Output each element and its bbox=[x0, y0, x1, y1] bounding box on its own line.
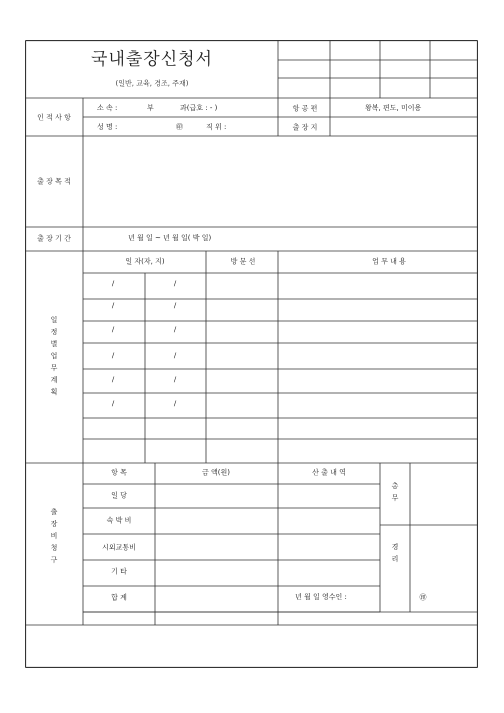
expense-item-etc: 기 타 bbox=[111, 567, 127, 576]
expense-item-lodging: 숙 박 비 bbox=[106, 516, 132, 525]
date-slash: / bbox=[173, 325, 177, 334]
calc-header: 산 출 내 역 bbox=[312, 468, 346, 477]
form-subtitle: (일반, 교육, 경조, 주재) bbox=[115, 79, 189, 88]
task-header: 업 무 내 용 bbox=[372, 257, 406, 266]
transport-options: 왕복, 편도, 미이용 bbox=[365, 104, 422, 112]
seal-mark: ㊞ bbox=[176, 123, 183, 131]
general-affairs-label: 총무 bbox=[391, 482, 399, 502]
name-field-label: 성 명 : bbox=[97, 123, 118, 131]
date-slash: / bbox=[111, 325, 115, 334]
date-slash: / bbox=[173, 399, 177, 408]
schedule-label: 일정별업무계획 bbox=[50, 316, 58, 396]
date-slash: / bbox=[173, 375, 177, 384]
period-text: 년 월 일 ~ 년 월 일( 박 일) bbox=[128, 234, 212, 242]
transport-label: 항 공 편 bbox=[292, 104, 318, 113]
date-slash: / bbox=[111, 279, 115, 288]
accounting-label: 경리 bbox=[391, 543, 399, 563]
date-slash: / bbox=[111, 399, 115, 408]
period-label: 출 장 기 간 bbox=[37, 234, 71, 243]
date-slash: / bbox=[111, 351, 115, 360]
position-field-label: 직 위 : bbox=[206, 123, 227, 131]
gwa-label: 과(급호 : - ) bbox=[180, 104, 218, 112]
amount-header: 금 액(원) bbox=[202, 468, 230, 477]
item-header: 항 목 bbox=[111, 468, 127, 477]
receipt-text: 년 월 일 영수인 : bbox=[295, 593, 347, 601]
form-title: 국내출장신청서 bbox=[91, 49, 213, 70]
purpose-label: 출 장 목 적 bbox=[37, 177, 71, 186]
personal-info-label: 인 적 사 항 bbox=[37, 113, 71, 122]
date-slash: / bbox=[111, 301, 115, 310]
date-slash: / bbox=[111, 375, 115, 384]
destination-label: 출 장 지 bbox=[292, 123, 318, 132]
visit-header: 방 문 선 bbox=[230, 257, 256, 266]
date-header: 일 자(자, 지) bbox=[125, 257, 165, 266]
date-slash: / bbox=[173, 351, 177, 360]
form-grid-lines bbox=[25, 40, 478, 668]
dept-field-label: 소 속 : bbox=[97, 104, 118, 112]
bu-label: 부 bbox=[147, 104, 154, 112]
date-slash: / bbox=[173, 279, 177, 288]
receipt-seal: ㊞ bbox=[419, 593, 427, 602]
expense-label: 출장비청구 bbox=[50, 508, 58, 564]
expense-total-label: 합 계 bbox=[111, 593, 127, 602]
expense-item-transport: 시외교통비 bbox=[102, 543, 136, 552]
expense-item-daily: 일 당 bbox=[111, 491, 127, 500]
date-slash: / bbox=[173, 301, 177, 310]
business-trip-form bbox=[25, 40, 478, 668]
